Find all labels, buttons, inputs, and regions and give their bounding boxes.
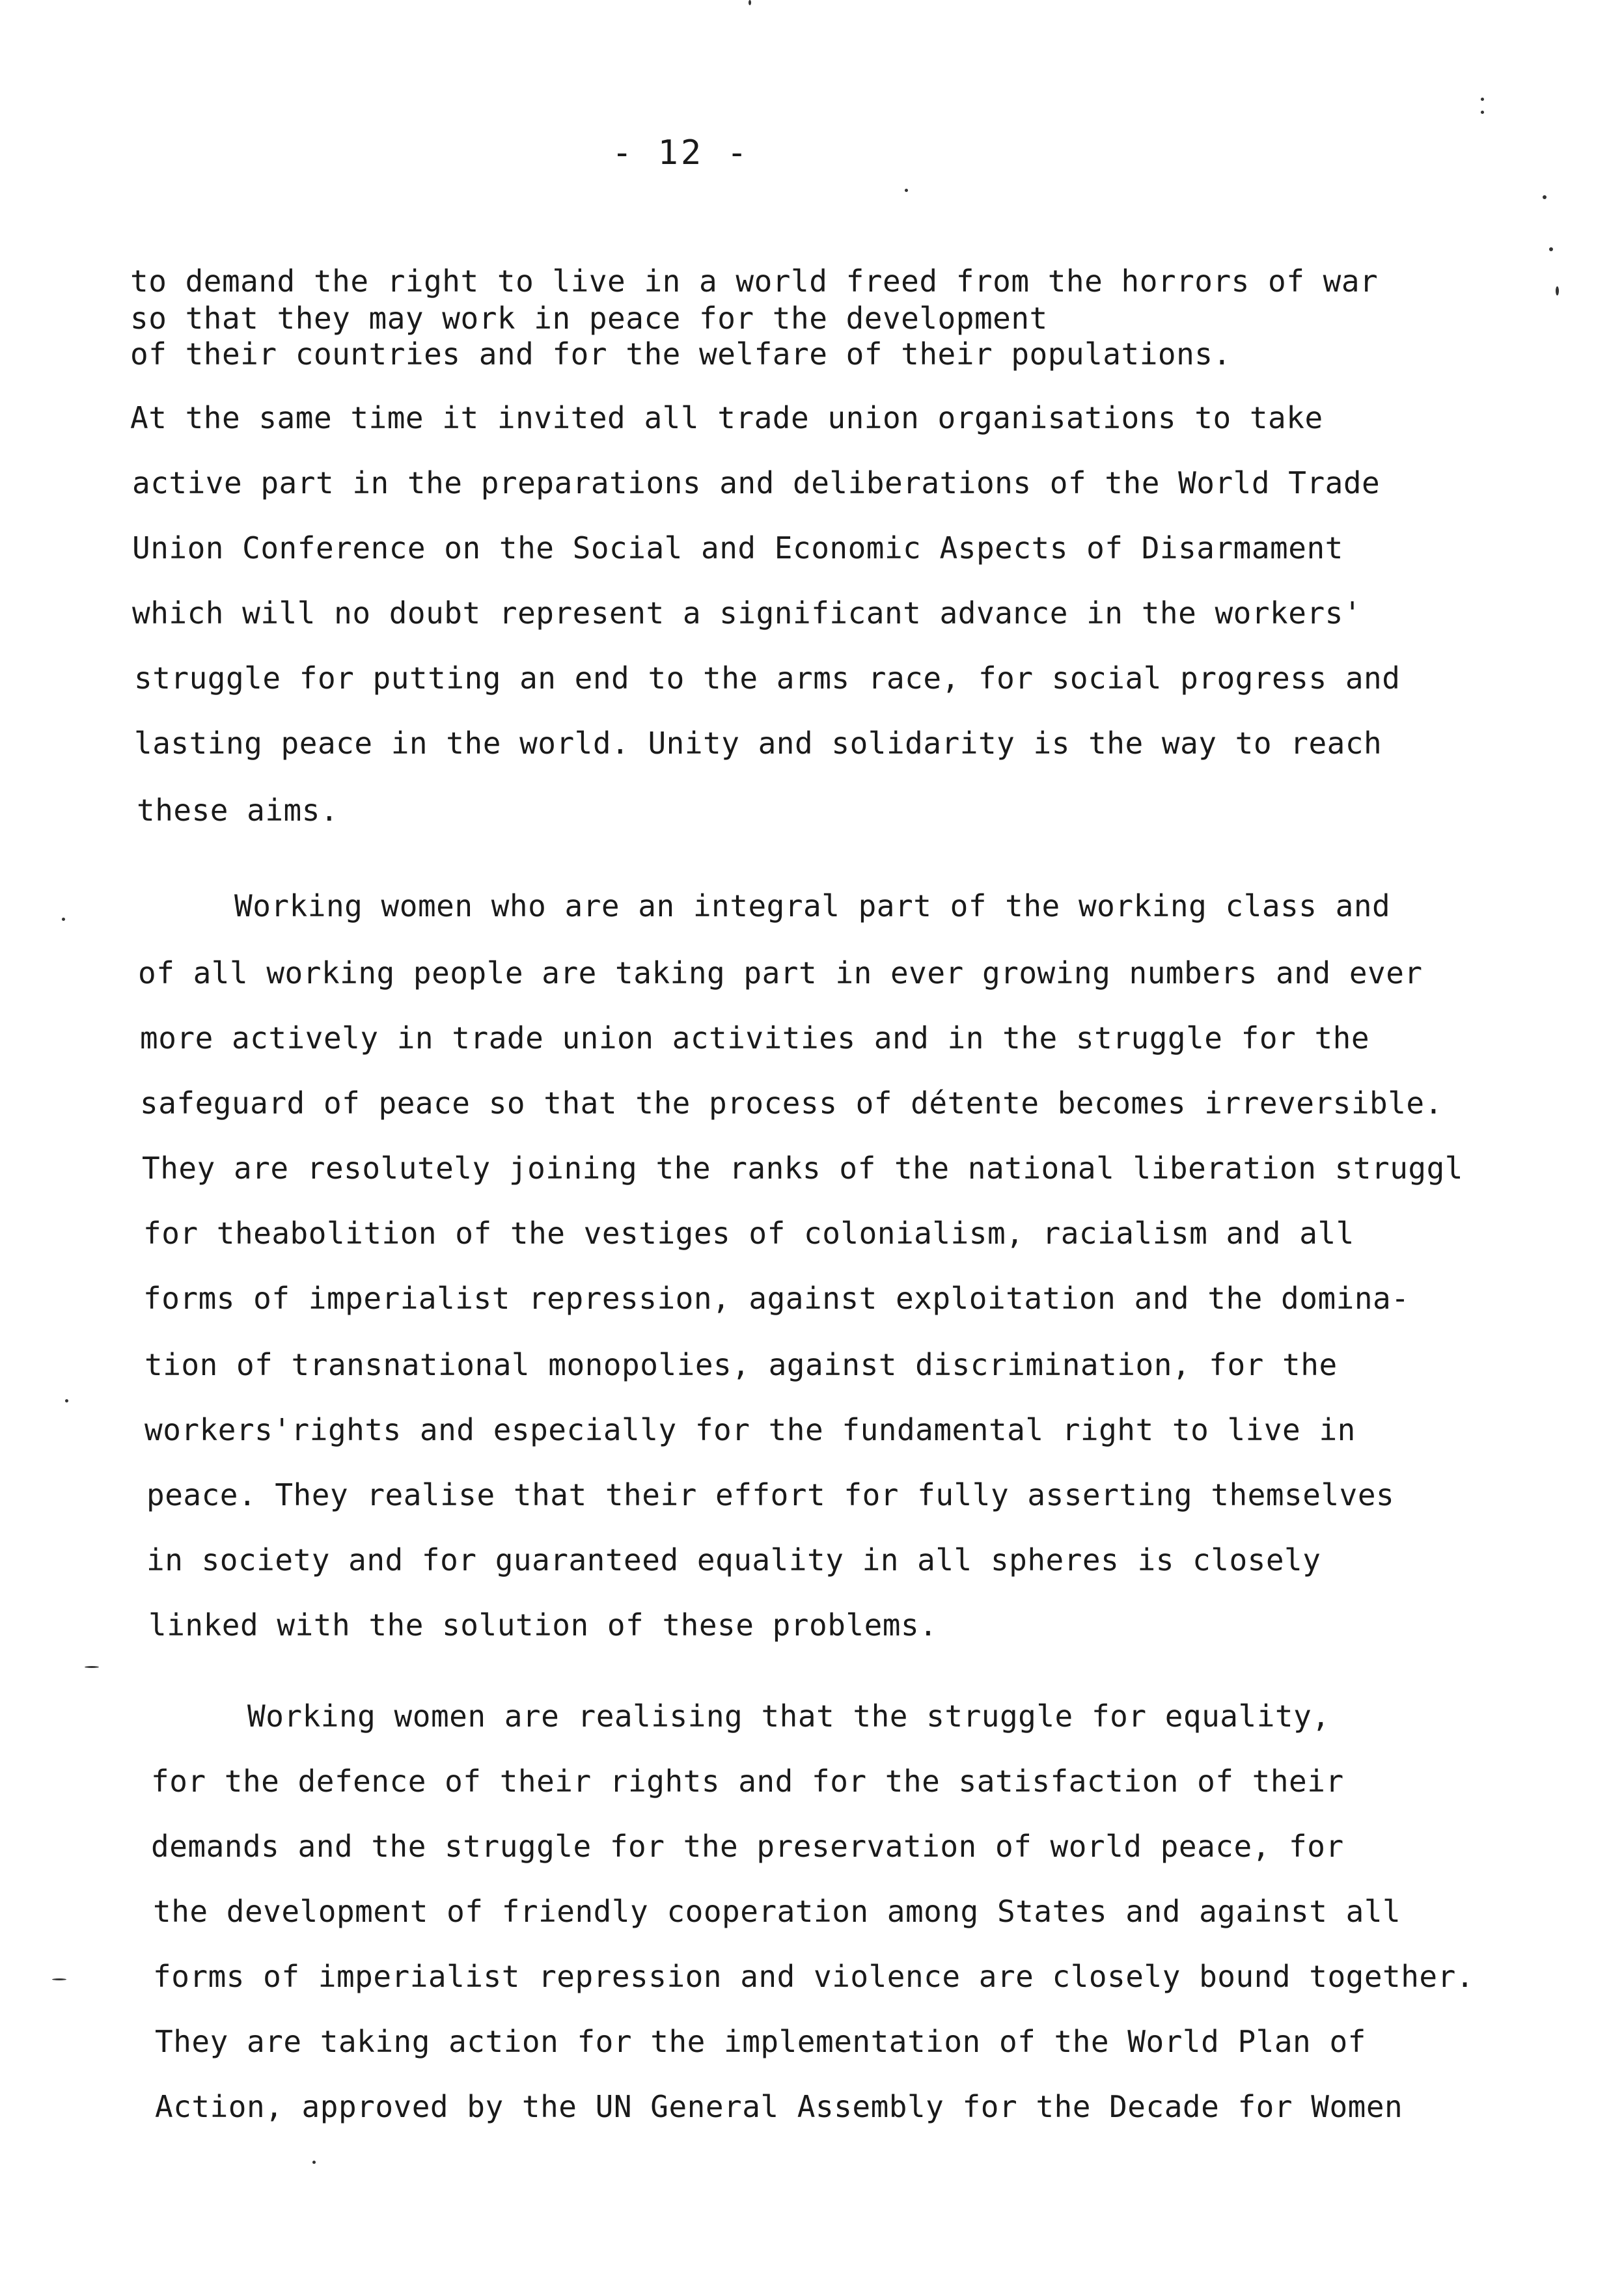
text-line: to demand the right to live in a world freed from the horrors of war	[130, 264, 1379, 299]
page-number: - 12 -	[612, 133, 750, 172]
scan-speck	[65, 1399, 68, 1402]
text-line: linked with the solution of these problems.	[148, 1607, 938, 1643]
scan-speck	[1481, 98, 1484, 101]
scan-speck	[1549, 247, 1553, 251]
text-line: in society and for guaranteed equality in all spheres is closely	[146, 1542, 1321, 1578]
text-line: safeguard of peace so that the process of détente becomes irreversible.	[140, 1086, 1443, 1121]
text-line: for the defence of their rights and for the satisfaction of their	[151, 1764, 1344, 1799]
scan-speck	[312, 2161, 316, 2164]
scan-speck	[905, 189, 908, 192]
text-line: struggle for putting an end to the arms race, for social progress and	[134, 661, 1401, 696]
scan-speck	[52, 1978, 66, 1980]
text-line: forms of imperialist repression, against exploitation and the domina-	[143, 1281, 1410, 1316]
text-line: workers'rights and especially for the fundamental right to live in	[144, 1412, 1356, 1447]
text-line: Action, approved by the UN General Assembly for the Decade for Women	[155, 2089, 1403, 2124]
text-line: of all working people are taking part in ever growing numbers and ever	[138, 955, 1423, 991]
scan-speck	[1543, 195, 1547, 199]
text-line: peace. They realise that their effort for fully asserting themselves	[146, 1477, 1395, 1512]
scan-speck	[85, 1666, 99, 1668]
text-line: active part in the preparations and deliberations of the World Trade	[132, 465, 1381, 500]
text-line: more actively in trade union activities and in the struggle for the	[140, 1020, 1370, 1056]
scan-speck	[1481, 111, 1484, 114]
text-line: for theabolition of the vestiges of colonialism, racialism and all	[143, 1216, 1355, 1251]
text-line: tion of transnational monopolies, against discrimination, for the	[144, 1347, 1338, 1382]
text-line: lasting peace in the world. Unity and solidarity is the way to reach	[134, 726, 1382, 761]
text-line: At the same time it invited all trade union organisations to take	[130, 400, 1323, 435]
text-line: these aims.	[137, 793, 339, 828]
scan-speck	[62, 918, 65, 921]
text-line: Union Conference on the Social and Economic Aspects of Disarmament	[132, 530, 1343, 566]
text-line: They are taking action for the implementation of the World Plan of	[155, 2024, 1366, 2059]
scan-speck	[749, 0, 751, 5]
text-line: which will no doubt represent a significant advance in the workers'	[132, 595, 1362, 631]
text-line: Working women are realising that the struggle for equality,	[247, 1699, 1330, 1734]
text-line: They are resolutely joining the ranks of the national liberation struggl	[142, 1151, 1463, 1186]
text-line: the development of friendly cooperation among States and against all	[153, 1894, 1401, 1929]
text-line: demands and the struggle for the preservation of world peace, for	[151, 1829, 1344, 1864]
text-line: Working women who are an integral part of the working class and	[234, 888, 1391, 923]
text-line: so that they may work in peace for the development	[130, 301, 1048, 336]
text-line: of their countries and for the welfare of their populations.	[130, 336, 1231, 372]
text-line: forms of imperialist repression and violence are closely bound together.	[153, 1959, 1474, 1994]
scan-speck	[1556, 286, 1559, 295]
